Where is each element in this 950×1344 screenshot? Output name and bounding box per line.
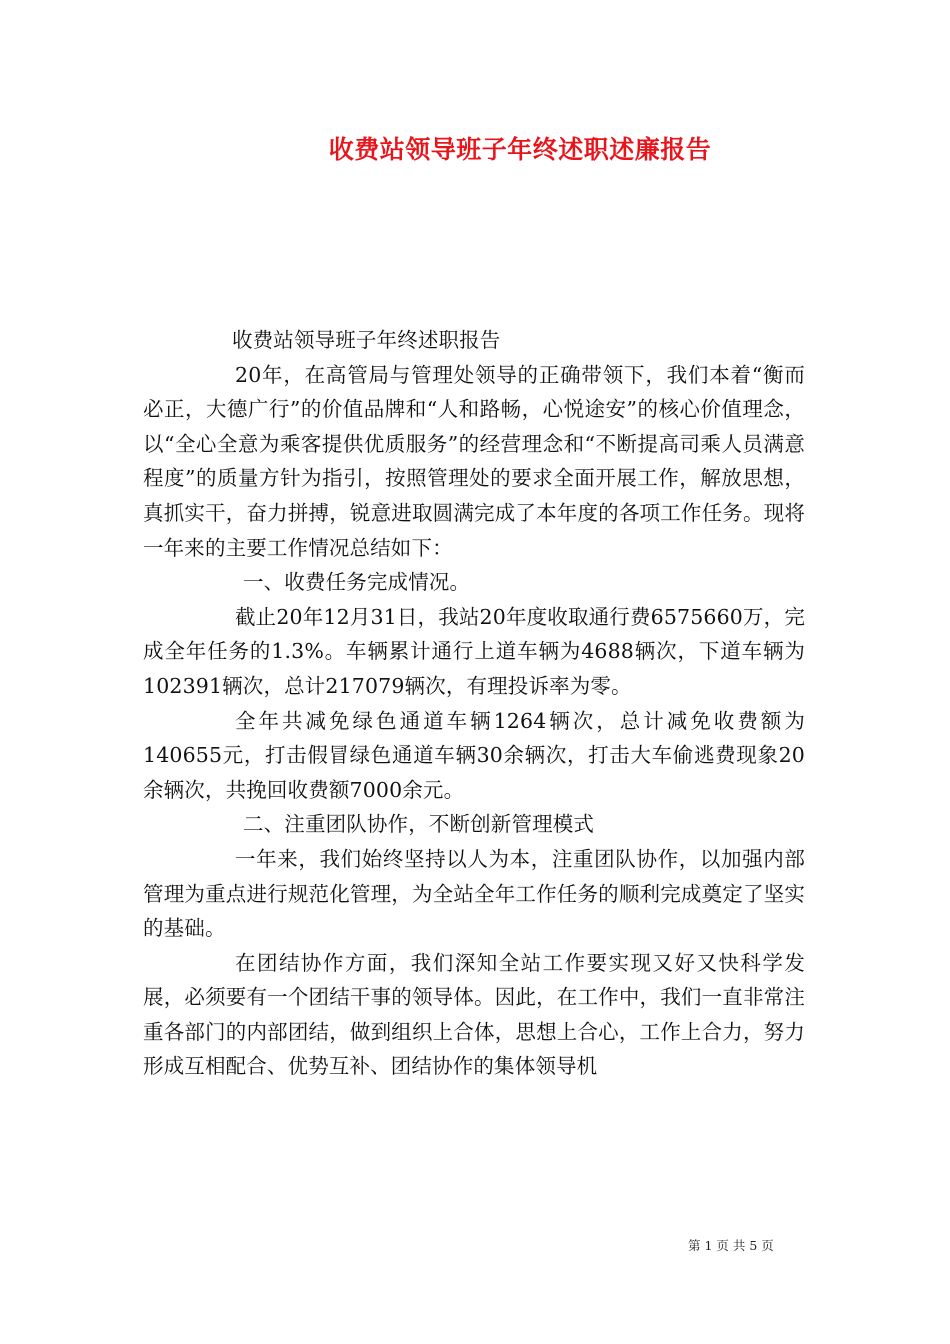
section-heading-1: 一、收费任务完成情况。 <box>243 570 471 595</box>
document-title: 收费站领导班子年终述职述廉报告 <box>328 135 712 164</box>
document-body <box>143 323 805 1084</box>
section-heading-2: 二、注重团队协作，不断创新管理模式 <box>243 812 595 837</box>
page-number: 第 1 页 共 5 页 <box>688 1238 774 1253</box>
paragraph-toll-stats: 截止20年12月31日，我站20年度收取通行费6575660万，完成全年任务的1.3%。车辆累计通行上道车辆为4688辆次，下道车辆为102391辆次，总计217079辆次，有理投诉率为零。 <box>143 604 805 698</box>
paragraph-intro: 20年，在高管局与管理处领导的正确带领下，我们本着“衡而必正，大德广行”的价值品牌和“人和路畅，心悦途安”的核心价值理念，以“全心全意为乘客提供优质服务”的经营理念和“不断提高司乘人员满意程度”的质量方针为指引，按照管理处的要求全面开展工作，解放思想，真抓实干，奋力拼搏，锐意进取圆满完成了本年度的各项工作任务。现将一年来的主要工作情况总结如下： <box>143 362 805 560</box>
paragraph-teamwork: 一年来，我们始终坚持以人为本，注重团队协作，以加强内部管理为重点进行规范化管理，为全站全年工作任务的顺利完成奠定了坚实的基础。 <box>143 846 805 941</box>
paragraph-unity: 在团结协作方面，我们深知全站工作要实现又好又快科学发展，必须要有一个团结干事的领导体。因此，在工作中，我们一直非常注重各部门的内部团结，做到组织上合体，思想上合心，工作上合力，努力形成互相配合、优势互补、团结协作的集体领导机 <box>143 950 805 1079</box>
paragraph-green-channel: 全年共减免绿色通道车辆1264辆次，总计减免收费额为140655元，打击假冒绿色通道车辆30余辆次，打击大车偷逃费现象20余辆次，共挽回收费额7000余元。 <box>143 708 805 802</box>
document-subtitle: 收费站领导班子年终述职报告 <box>232 328 501 352</box>
